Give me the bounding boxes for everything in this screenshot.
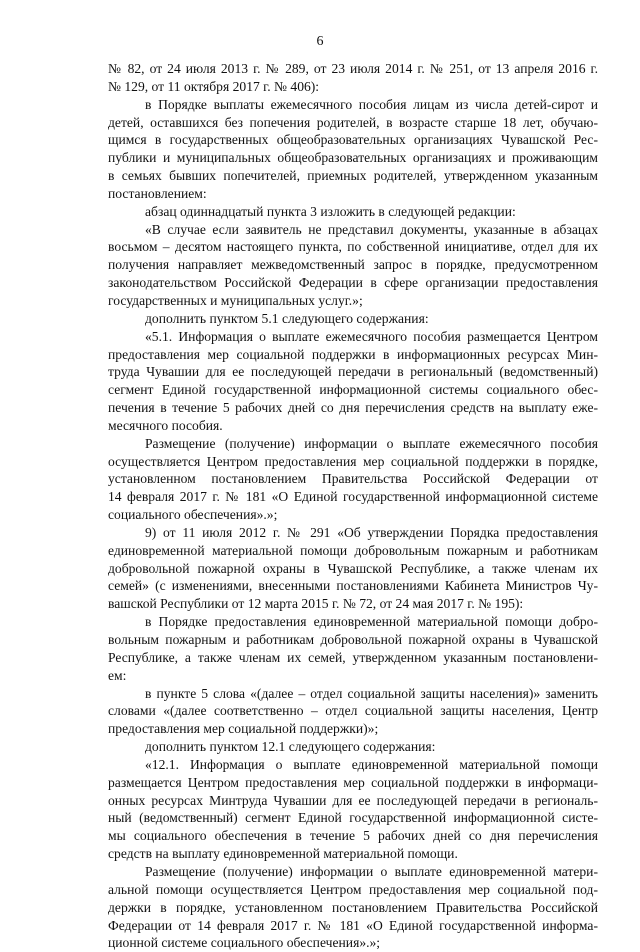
text-line: держки в порядке, установленном постановлением Правительства Российской (108, 899, 598, 915)
text-line: Размещение (получение) информации о выплате единовременной матери- (145, 863, 598, 879)
text-line: «В случае если заявитель не представил документы, указанные в абзацах (145, 221, 598, 237)
text-line: печения в течение 5 рабочих дней со дня перечисления средств на выплату еже- (108, 400, 598, 416)
text-line: 9) от 11 июля 2012 г. № 291 «Об утверждении Порядка предоставления (145, 524, 598, 540)
text-line: сегмент Единой государственной информационной системы социального обес- (108, 382, 598, 398)
text-line: добровольной пожарной охраны в Чувашской Республике, а также членам их (108, 560, 598, 576)
text-line: вольным пожарным и работникам добровольной пожарной охраны в Чувашской (108, 632, 598, 647)
text-line: публики и муниципальных общеобразовательных организациях и проживающим (108, 150, 598, 166)
text-line: Федерации от 14 февраля 2017 г. № 181 «О Единой государственной информа- (108, 917, 598, 933)
text-line: месячного пособия. (108, 417, 223, 433)
text-line: щимся в государственных общеобразовательных организациях Чувашской Рес- (108, 132, 598, 148)
text-line: в Порядке выплаты ежемесячного пособия лицам из числа детей-сирот и (145, 96, 598, 112)
text-line: установленном постановлением Правительства Российской Федерации от (108, 471, 598, 487)
text-line: «12.1. Информация о выплате единовременной материальной помощи (145, 756, 598, 772)
text-line: предоставления мер социальной поддержки)»; (108, 721, 379, 737)
text-line: «5.1. Информация о выплате ежемесячного пособия размещается Центром (145, 328, 598, 344)
text-line: ный (ведомственный) сегмент Единой государственной информационной систе- (108, 810, 598, 826)
text-line: труда Чувашии для ее последующей передачи в региональный (ведомственный) (108, 364, 598, 380)
text-line: постановлением: (108, 185, 207, 201)
text-line: государственных и муниципальных услуг.»; (108, 292, 363, 308)
text-line: осуществляется Центром предоставления мер социальной поддержки в порядке, (108, 453, 598, 469)
text-line: средств на выплату единовременной материальной помощи. (108, 846, 458, 862)
text-line: в пункте 5 слова «(далее – отдел социальной защиты населения)» заменить (145, 685, 598, 701)
text-line: Республике, а также членам их семей, утвержденном указанным постановлени- (108, 649, 598, 665)
text-line: дополнить пунктом 12.1 следующего содержания: (145, 739, 436, 755)
text-line: размещается Центром предоставления мер социальной поддержки в информаци- (108, 774, 598, 790)
text-line: восьмом – десятом настоящего пункта, по собственной инициативе, отдел для их (108, 239, 598, 255)
text-line: онных ресурсах Минтруда Чувашии для ее последующей передачи в региональ- (108, 792, 598, 808)
text-line: единовременной материальной помощи добровольным пожарным и работникам (108, 542, 598, 558)
document-body (108, 60, 598, 952)
text-line: семей» (с изменениями, внесенными постановлениями Кабинета Министров Чу- (108, 578, 598, 594)
text-line: дополнить пунктом 5.1 следующего содержания: (145, 310, 429, 326)
text-line: альной помощи осуществляется Центром предоставления мер социальной под- (108, 881, 598, 897)
text-line: социального обеспечения».»; (108, 507, 278, 523)
text-line: получения направляет межведомственный запрос в порядке, предусмотренном (108, 257, 598, 273)
text-line: в семьях бывших попечителей, приемных родителей, утвержденном указанным (108, 168, 598, 184)
page-number: 6 (316, 34, 324, 49)
text-line: словами «(далее соответственно – отдел социальной защиты населения, Центр (108, 703, 598, 719)
text-line: законодательством Российской Федерации в сфере организации предоставления (108, 275, 598, 291)
text-line: № 82, от 24 июля 2013 г. № 289, от 23 июля 2014 г. № 251, от 13 апреля 2016 г. (108, 61, 598, 76)
text-line: в Порядке предоставления единовременной материальной помощи добро- (145, 614, 598, 630)
text-line: № 129, от 11 октября 2017 г. № 406): (108, 78, 320, 94)
text-line: ционной системе социального обеспечения».»; (108, 935, 381, 951)
text-line: мы социального обеспечения в течение 5 рабочих дней со дня перечисления (108, 828, 598, 844)
text-line: детей, оставшихся без попечения родителей, в возрасте старше 18 лет, обучаю- (108, 114, 598, 130)
text-line: предоставления мер социальной поддержки в информационных ресурсах Мин- (108, 346, 598, 362)
text-line: вашской Республики от 12 марта 2015 г. № 72, от 24 мая 2017 г. № 195): (108, 596, 524, 612)
text-line: ем: (108, 667, 127, 683)
text-line: 14 февраля 2017 г. № 181 «О Единой государственной информационной системе (108, 489, 598, 505)
text-line: абзац одиннадцатый пункта 3 изложить в следующей редакции: (145, 203, 516, 219)
text-line: Размещение (получение) информации о выплате ежемесячного пособия (145, 435, 598, 451)
